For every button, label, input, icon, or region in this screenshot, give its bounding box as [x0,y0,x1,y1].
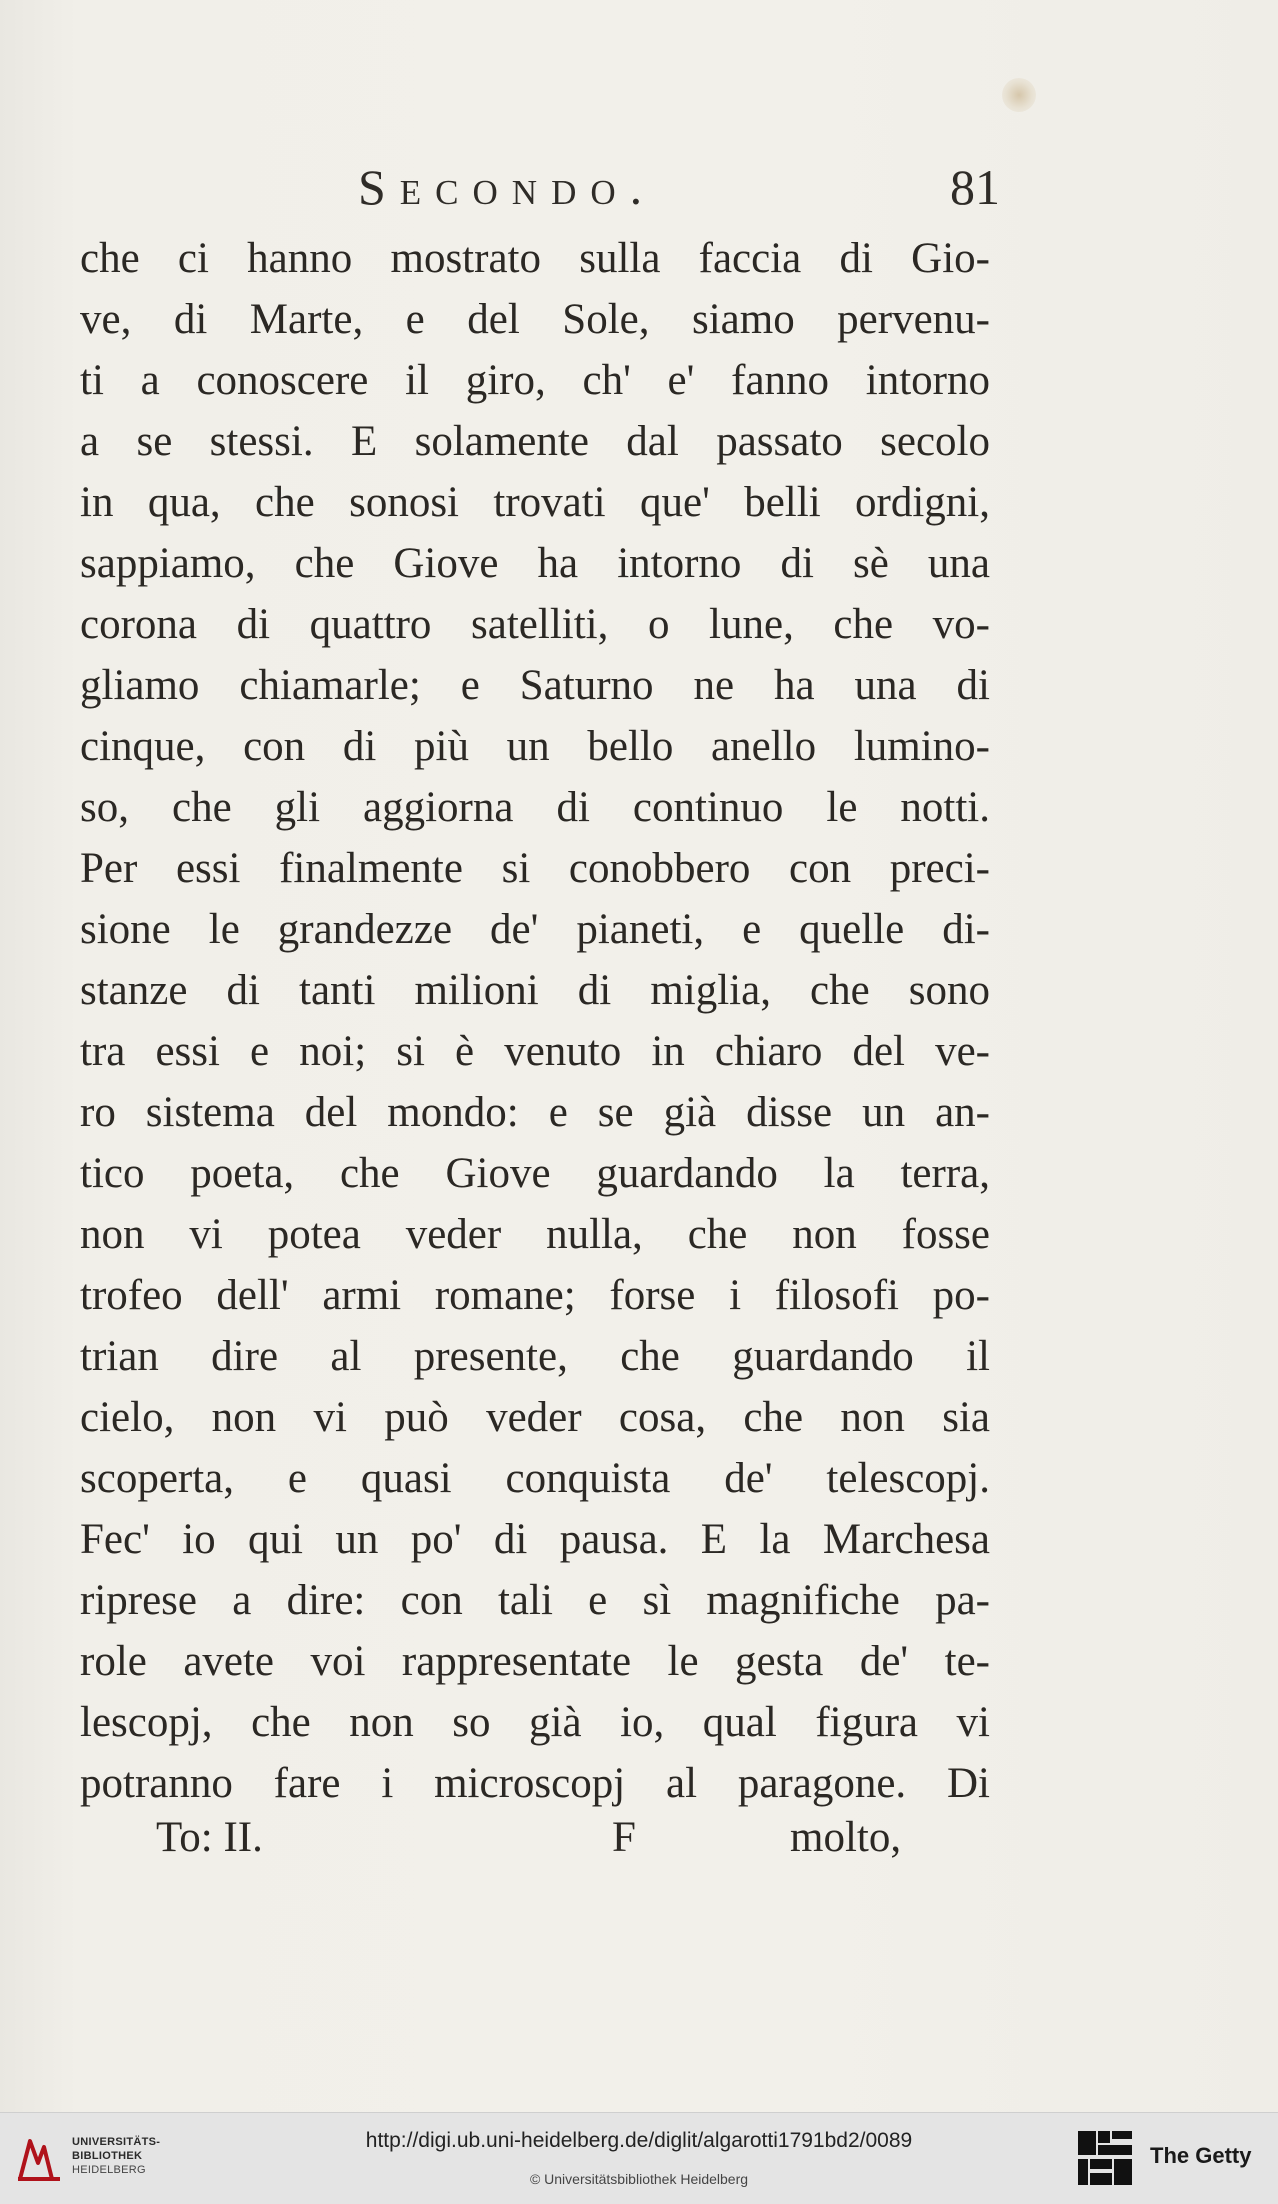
catchword: molto, [790,1814,902,1861]
text-line: sione le grandezze de' pianeti, e quelle di- [80,906,990,953]
text-line: so, che gli aggiorna di continuo le notti. [80,784,990,831]
text-line: trian dire al presente, che guardando il [80,1333,990,1380]
viewer-footer-bar [0,2112,1278,2204]
library-name-line: HEIDELBERG [72,2164,146,2176]
text-line: tra essi e noi; si è venuto in chiaro del ve- [80,1028,990,1075]
text-line: Fec' io qui un po' di pausa. E la Marchesa [80,1516,990,1563]
running-title: Secondo. [358,159,657,215]
getty-logo-icon[interactable] [1076,2129,1134,2189]
text-line: a se stessi. E solamente dal passato secolo [80,418,990,465]
text-line: cielo, non vi può veder cosa, che non sia [80,1394,990,1441]
text-line: in qua, che sonosi trovati que' belli ordigni, [80,479,990,526]
text-line: corona di quattro satelliti, o lune, che vo- [80,601,990,648]
volume-signature: To: II. [156,1814,263,1861]
text-line: role avete voi rappresentate le gesta de' te- [80,1638,990,1685]
paper-stain [1002,78,1036,112]
page-header [80,158,1000,218]
permalink-url[interactable]: http://digi.ub.uni-heidelberg.de/diglit/algarotti1791bd2/0089 [365,2129,913,2152]
text-line: lescopj, che non so già io, qual figura vi [80,1699,990,1746]
text-line: stanze di tanti milioni di miglia, che sono [80,967,990,1014]
text-line: tico poeta, che Giove guardando la terra, [80,1150,990,1197]
page-footer [80,1806,990,1870]
text-line: Per essi finalmente si conobbero con preci- [80,845,990,892]
text-line: sappiamo, che Giove ha intorno di sè una [80,540,990,587]
page-number: 81 [950,159,1000,215]
gathering-signature: F [612,1814,636,1861]
text-line: trofeo dell' armi romane; forse i filosofi po- [80,1272,990,1319]
text-line: riprese a dire: con tali e sì magnifiche pa- [80,1577,990,1624]
text-line: scoperta, e quasi conquista de' telescopj. [80,1455,990,1502]
text-line: non vi potea veder nulla, che non fosse [80,1211,990,1258]
text-line: ve, di Marte, e del Sole, siamo pervenu- [80,296,990,343]
copyright-notice: © Universitätsbibliothek Heidelberg [529,2171,749,2187]
text-line: potranno fare i microscopj al paragone. Di [80,1760,990,1807]
getty-name[interactable]: The Getty [1150,2143,1252,2168]
text-line: gliamo chiamarle; e Saturno ne ha una di [80,662,990,709]
body-text [80,228,990,1814]
text-line: che ci hanno mostrato sulla faccia di Gio- [80,235,990,282]
library-name-line: BIBLIOTHEK [72,2150,143,2162]
text-line: ti a conoscere il giro, ch' e' fanno intorno [80,357,990,404]
library-name-line: UNIVERSITÄTS- [72,2136,161,2148]
text-line: cinque, con di più un bello anello lumino- [80,723,990,770]
text-line: ro sistema del mondo: e se già disse un an- [80,1089,990,1136]
